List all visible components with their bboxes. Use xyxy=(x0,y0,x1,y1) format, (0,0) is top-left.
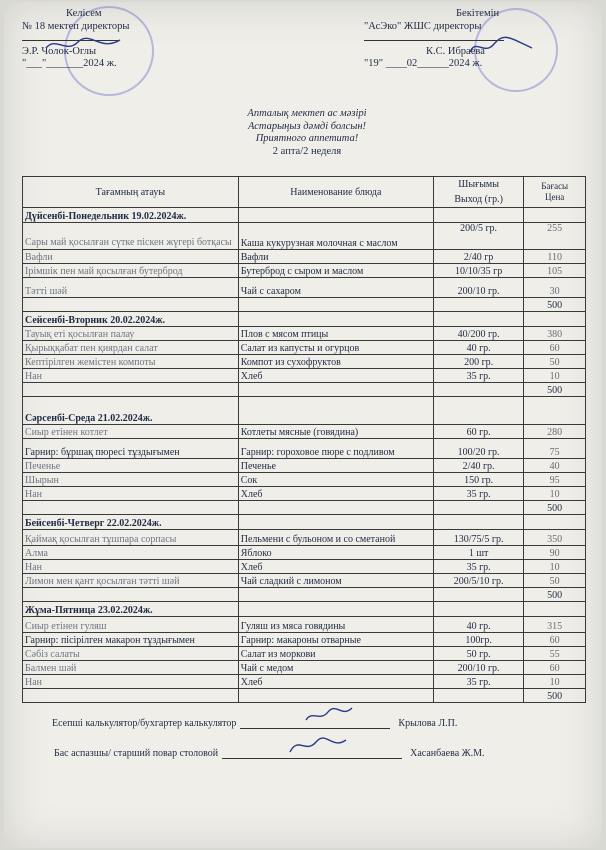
dish-price: 90 xyxy=(524,546,586,560)
chef-signature-icon xyxy=(288,734,348,758)
right-signature-icon xyxy=(466,34,536,58)
day-label: Сәрсенбі-Среда 21.02.2024ж. xyxy=(23,397,239,425)
table-row xyxy=(23,617,586,633)
table-row xyxy=(23,574,586,588)
table-row xyxy=(23,208,586,223)
menu-titles xyxy=(4,108,606,158)
dish-ru: Хлеб xyxy=(238,560,433,574)
dish-yield: 200/10 гр. xyxy=(433,661,523,675)
day-total: 500 xyxy=(524,689,586,703)
dish-kz: Нан xyxy=(23,675,239,689)
agreed-label: Келісем xyxy=(66,8,102,19)
dish-yield: 1 шт xyxy=(433,546,523,560)
day-label: Дүйсенбі-Понедельник 19.02.2024ж. xyxy=(23,208,239,223)
dish-ru: Каша кукурузная молочная с маслом xyxy=(238,223,433,250)
table-row xyxy=(23,501,586,515)
col-header-yield-kz: Шығымы xyxy=(433,177,523,193)
table-row xyxy=(23,312,586,327)
title-ru-wish: Приятного аппетита! xyxy=(255,133,359,144)
dish-price: 10 xyxy=(524,560,586,574)
dish-price: 280 xyxy=(524,425,586,439)
dish-kz: Қаймақ қосылған тұшпара сорпасы xyxy=(23,530,239,546)
calculator-signature-icon xyxy=(304,704,354,726)
table-row xyxy=(23,264,586,278)
col-header-ru: Наименование блюда xyxy=(238,177,433,208)
title-week: 2 апта/2 неделя xyxy=(272,145,342,157)
dish-yield: 60 гр. xyxy=(433,425,523,439)
dish-kz: Сиыр етінен котлет xyxy=(23,425,239,439)
table-row xyxy=(23,689,586,703)
table-row xyxy=(23,560,586,574)
dish-kz: Гарнир: пісірілген макарон тұздығымен xyxy=(23,633,239,647)
dish-kz: Алма xyxy=(23,546,239,560)
table-row xyxy=(23,369,586,383)
dish-yield: 40/200 гр. xyxy=(433,327,523,341)
chef-name: Хасанбаева Ж.М. xyxy=(410,748,485,759)
dish-kz: Нан xyxy=(23,369,239,383)
dish-yield: 2/40 гр xyxy=(433,250,523,264)
dish-price: 60 xyxy=(524,661,586,675)
day-total: 500 xyxy=(524,588,586,602)
company-director-title: "АсЭко" ЖШС директоры xyxy=(364,20,482,32)
dish-yield: 50 гр. xyxy=(433,647,523,661)
day-total: 500 xyxy=(524,298,586,312)
dish-ru: Яблоко xyxy=(238,546,433,560)
title-kz-wish: Астарыңыз дәмді болсын! xyxy=(247,120,367,132)
dish-price: 75 xyxy=(524,439,586,459)
dish-yield: 40 гр. xyxy=(433,617,523,633)
dish-yield: 10/10/35 гр xyxy=(433,264,523,278)
day-total: 500 xyxy=(524,501,586,515)
dish-price: 30 xyxy=(524,278,586,298)
dish-price: 40 xyxy=(524,459,586,473)
dish-price: 110 xyxy=(524,250,586,264)
director-name: Э.Р. Чолок-Оглы xyxy=(22,45,97,57)
day-label: Бейсенбі-Четверг 22.02.2024ж. xyxy=(23,515,239,530)
dish-kz: Нан xyxy=(23,560,239,574)
table-row xyxy=(23,327,586,341)
menu-table xyxy=(22,176,586,703)
dish-kz: Балмен шәй xyxy=(23,661,239,675)
dish-yield: 200/5 гр. xyxy=(433,223,523,250)
dish-ru: Бутерброд с сыром и маслом xyxy=(238,264,433,278)
dish-price: 10 xyxy=(524,675,586,689)
calculator-label: Есепші калькулятор/бухгартер калькулятор xyxy=(52,718,237,729)
dish-ru: Чай сладкий с лимоном xyxy=(238,574,433,588)
dish-ru: Плов с мясом птицы xyxy=(238,327,433,341)
dish-price: 350 xyxy=(524,530,586,546)
table-row xyxy=(23,223,586,250)
dish-ru: Чай с сахаром xyxy=(238,278,433,298)
table-row xyxy=(23,602,586,617)
table-row xyxy=(23,397,586,425)
table-row xyxy=(23,633,586,647)
table-row xyxy=(23,278,586,298)
calculator-name: Крылова Л.П. xyxy=(398,718,458,729)
left-date: "___"_______2024 ж. xyxy=(22,58,117,69)
dish-kz: Сәбіз салаты xyxy=(23,647,239,661)
dish-ru: Гарнир: гороховое пюре с подливом xyxy=(238,439,433,459)
dish-ru: Котлеты мясные (говядина) xyxy=(238,425,433,439)
col-header-price-ru: Цена xyxy=(545,192,565,202)
calculator-sign-row xyxy=(52,718,457,729)
dish-kz: Лимон мен қант қосылған тәтті шәй xyxy=(23,574,239,588)
dish-price: 60 xyxy=(524,633,586,647)
dish-price: 95 xyxy=(524,473,586,487)
dish-price: 10 xyxy=(524,369,586,383)
dish-price: 315 xyxy=(524,617,586,633)
dish-ru: Хлеб xyxy=(238,369,433,383)
dish-kz: Шырын xyxy=(23,473,239,487)
dish-ru: Гуляш из мяса говядины xyxy=(238,617,433,633)
dish-kz: Нан xyxy=(23,487,239,501)
dish-yield: 35 гр. xyxy=(433,560,523,574)
table-header-row xyxy=(23,177,586,193)
table-row xyxy=(23,675,586,689)
table-row xyxy=(23,355,586,369)
dish-price: 50 xyxy=(524,574,586,588)
dish-kz: Ірімшік пен май қосылған бутерброд xyxy=(23,264,239,278)
dish-ru: Хлеб xyxy=(238,675,433,689)
chef-sign-row xyxy=(54,748,485,759)
table-row xyxy=(23,530,586,546)
dish-yield: 150 гр. xyxy=(433,473,523,487)
day-label: Жұма-Пятница 23.02.2024ж. xyxy=(23,602,239,617)
table-row xyxy=(23,661,586,675)
title-kz: Апталық мектеп ас мәзірі xyxy=(247,108,367,119)
left-signature-icon xyxy=(44,34,124,56)
dish-ru: Салат из капусты и огурцов xyxy=(238,341,433,355)
dish-kz: Тәтті шәй xyxy=(23,278,239,298)
dish-price: 55 xyxy=(524,647,586,661)
table-row xyxy=(23,473,586,487)
approved-label: Бекітемін xyxy=(456,8,500,19)
dish-price: 105 xyxy=(524,264,586,278)
day-total: 500 xyxy=(524,383,586,397)
table-row xyxy=(23,439,586,459)
dish-yield: 2/40 гр. xyxy=(433,459,523,473)
dish-price: 255 xyxy=(524,223,586,250)
dish-ru: Чай с медом xyxy=(238,661,433,675)
dish-yield: 130/75/5 гр. xyxy=(433,530,523,546)
dish-ru: Хлеб xyxy=(238,487,433,501)
dish-kz: Тауық еті қосылған палау xyxy=(23,327,239,341)
document-page xyxy=(4,2,602,848)
table-row xyxy=(23,588,586,602)
dish-ru: Вафли xyxy=(238,250,433,264)
dish-kz: Вафли xyxy=(23,250,239,264)
school-director-title: № 18 мектеп директоры xyxy=(22,20,130,32)
table-row xyxy=(23,250,586,264)
table-row xyxy=(23,341,586,355)
dish-ru: Сок xyxy=(238,473,433,487)
table-row xyxy=(23,298,586,312)
dish-ru: Пельмени с бульоном и со сметаной xyxy=(238,530,433,546)
dish-yield: 200/10 гр. xyxy=(433,278,523,298)
col-header-yield-ru: Выход (гр.) xyxy=(433,192,523,208)
dish-kz: Кептірілген жемістен компоты xyxy=(23,355,239,369)
dish-ru: Компот из сухофруктов xyxy=(238,355,433,369)
table-row xyxy=(23,546,586,560)
dish-yield: 35 гр. xyxy=(433,369,523,383)
dish-kz: Сары май қосылған сүтке піскен жүгері ботқасы xyxy=(23,223,239,250)
dish-yield: 200/5/10 гр. xyxy=(433,574,523,588)
right-date: "19" ____02______2024 ж. xyxy=(364,58,483,69)
dish-yield: 40 гр. xyxy=(433,341,523,355)
dish-yield: 35 гр. xyxy=(433,487,523,501)
col-header-kz: Тағамның атауы xyxy=(23,177,239,208)
table-row xyxy=(23,647,586,661)
dish-kz: Печенье xyxy=(23,459,239,473)
table-row xyxy=(23,487,586,501)
dish-yield: 200 гр. xyxy=(433,355,523,369)
chef-label: Бас аспазшы/ старший повар столовой xyxy=(54,748,219,759)
dish-ru: Гарнир: макароны отварные xyxy=(238,633,433,647)
dish-ru: Салат из моркови xyxy=(238,647,433,661)
dish-yield: 100гр. xyxy=(433,633,523,647)
day-label: Сейсенбі-Вторник 20.02.2024ж. xyxy=(23,312,239,327)
col-header-price-kz: Бағасы xyxy=(541,181,569,191)
table-row xyxy=(23,459,586,473)
dish-price: 60 xyxy=(524,341,586,355)
dish-kz: Қырыққабат пен қиярдан салат xyxy=(23,341,239,355)
dish-price: 50 xyxy=(524,355,586,369)
dish-kz: Сиыр етінен гуляш xyxy=(23,617,239,633)
dish-price: 10 xyxy=(524,487,586,501)
col-header-price xyxy=(524,177,586,208)
table-row xyxy=(23,425,586,439)
company-director-name: К.С. Ибраева xyxy=(426,45,485,57)
dish-yield: 100/20 гр. xyxy=(433,439,523,459)
dish-ru: Печенье xyxy=(238,459,433,473)
dish-kz: Гарнир: бұршақ пюресі тұздығымен xyxy=(23,439,239,459)
dish-yield: 35 гр. xyxy=(433,675,523,689)
dish-price: 380 xyxy=(524,327,586,341)
table-row xyxy=(23,515,586,530)
table-row xyxy=(23,383,586,397)
